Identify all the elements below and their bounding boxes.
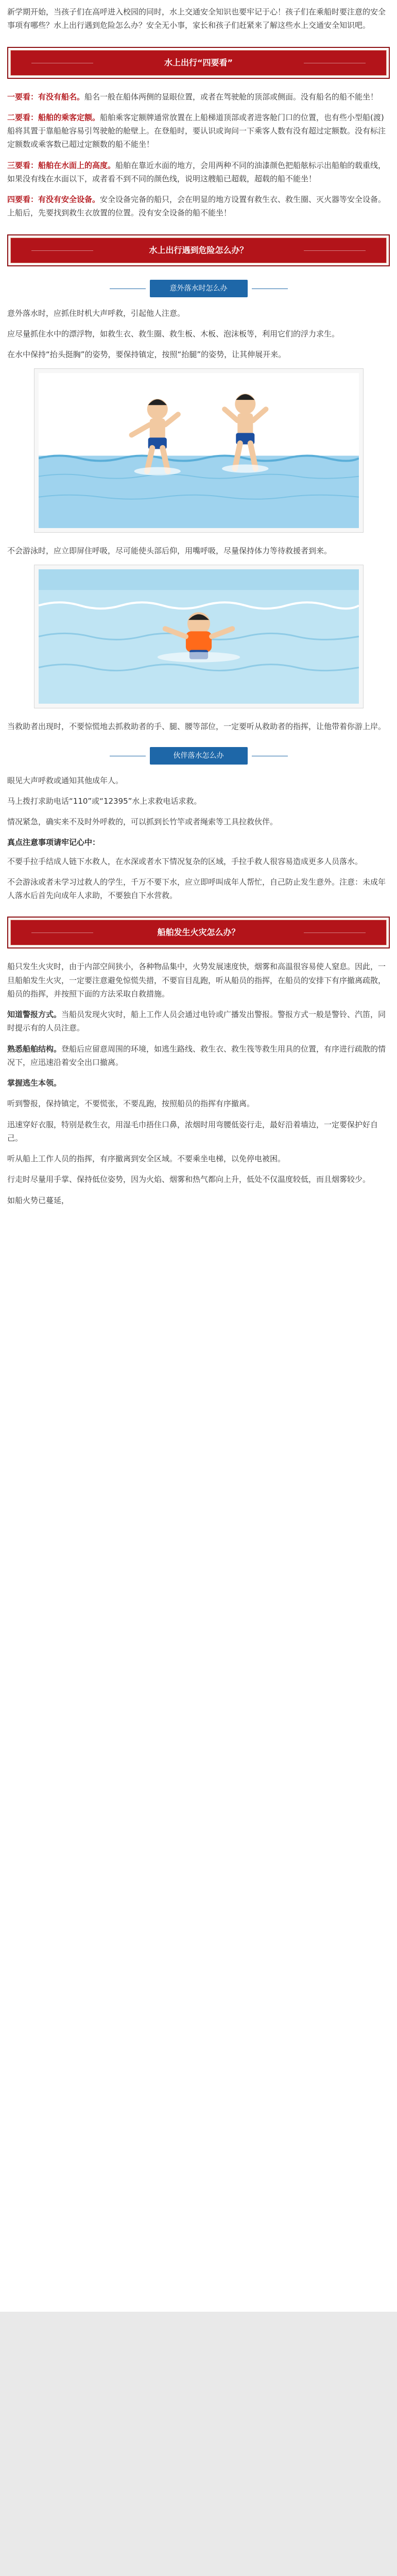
paragraph: 在水中保持“抬头挺胸”的姿势，要保持镇定，按照“抬腿”的姿势，让其伸展开来。 [7, 350, 286, 359]
blank-bottom-area [0, 2312, 397, 2576]
check-item-3 [7, 159, 390, 186]
banner-title: 水上出行遇到危险怎么办？ [10, 238, 387, 263]
fire-point-1 [7, 1008, 390, 1035]
check-item-text: 船名一般在船体两侧的显眼位置，或者在驾驶舱的顶部或侧面。没有船名的船不能坐！ [84, 92, 378, 101]
check-item-title: 四要看：有没有安全设备。 [7, 195, 100, 204]
check-item-4 [7, 193, 390, 220]
paragraph: 船只发生火灾时，由于内部空间狭小，各种物品集中，火势发展速度快，烟雾和高温很容易使人窒息。因此，一旦船舶发生火灾，一定要注意避免惊慌失措，不要盲目乱跑，听从船员的指挥，在船员的安排下有序撤离疏散，船员的指挥，并按照下面的方法采取自救措施。 [7, 962, 386, 998]
check-item-title: 二要看：船舶的乘客定额。 [7, 112, 100, 122]
paragraph: 马上拨打求助电话“110”或“12395”水上求救电话求救。 [7, 796, 202, 806]
check-item-title: 三要看：船舶在水面上的高度。 [7, 160, 116, 170]
paragraph: 当救助者出现时，不要惊慌地去抓救助者的手、腿、腰等部位，一定要听从救助者的指挥，让他带着你游上岸。 [7, 722, 386, 732]
paragraph: 行走时尽量用手掌、保持低位姿势，因为火焰、烟雾和热气都向上升，低处不仅温度较低，而且烟雾较少。 [7, 1175, 371, 1184]
subheading-friend-fall-in-water: 伙伴落水怎么办 [150, 747, 248, 765]
check-item-text: 船舶乘客定额牌通常放置在上船梯道顶部或者进客舱门口的位置，也有些小型船(渡)船将其置于靠船舱容易引驾驶舱的舱壁上。在登船时，要认识或询问一下乘客人数有没有超过定额数。没有标注定额数或乘客数已超过定额数的船不能坐！ [7, 112, 386, 149]
paragraph: 不要手拉手结成人链下水救人，在水深或者水下情况复杂的区域，手拉手救人很容易造成更多人员落水。 [7, 856, 363, 866]
fire-point-title: 熟悉船舶结构。 [7, 1044, 62, 1054]
intro-text: 新学期开始，当孩子们在高呼进入校园的同时，水上交通安全知识也要牢记于心！孩子们在乘船时要注意的安全事项有哪些？水上出行遇到危险怎么办？安全无小事，家长和孩子们赶紧来了解这些水上交通安全知识吧。 [7, 7, 386, 30]
fire-point-text: 登船后应留意周围的环境，如逃生路线、救生衣、救生筏等救生用具的位置，有序进行疏散的情况下，应迅速沿着安全出口撤离。 [7, 1044, 386, 1067]
illustration-float-in-water [34, 565, 364, 708]
illustration-jump-into-water [34, 368, 364, 533]
section-banner-danger [7, 234, 390, 266]
check-item-text: 安全设备完备的船只，会在明显的地方设置有救生衣、救生圈、灭火器等安全设备。上船后，先要找到救生衣放置的位置。没有安全设备的船不能坐！ [7, 195, 386, 218]
check-item-1 [7, 90, 390, 104]
section-banner-ship-fire [7, 917, 390, 948]
check-item-text: 船舶在靠近水面的地方，会用两种不同的油漆颜色把船舷标示出船舶的载重线，如果没有线在水面以下，或者看不到不同的颜色线，说明这艘船已超载，超载的船不能坐！ [7, 160, 386, 183]
article [0, 0, 397, 1207]
fire-point-3-text: 听到警报，保持镇定，不要慌张，不要乱跑，按照船员的指挥有序撤离。 [7, 1099, 255, 1109]
subheading-fall-in-water: 意外落水时怎么办 [150, 280, 248, 297]
paragraph: 眼见大声呼救或通知其他成年人。 [7, 775, 124, 785]
paragraph: 不会游泳或者未学习过救人的学生，千万不要下水，应立即呼叫成年人帮忙，自己防止发生意外。注意：未成年人落水后首先向成年人求助，不要独自下水营救。 [7, 877, 386, 901]
paragraph: 迅速穿好衣服，特别是救生衣，用湿毛巾捂住口鼻，浓烟时用弯腰低姿行走，最好沿着墙边，一定要保护好自己。 [7, 1120, 378, 1143]
section-banner-four-checks [7, 47, 390, 79]
warning-title: 真点注意事项请牢记心中： [7, 838, 100, 848]
paragraph: 意外落水时，应抓住时机大声呼救，引起他人注意。 [7, 308, 185, 318]
paragraph: 应尽量抓住水中的漂浮物，如救生衣、救生圈、救生板、木板、泡沫板等，利用它们的浮力求生。 [7, 329, 340, 338]
fire-point-3-title: 掌握逃生本领。 [7, 1078, 62, 1088]
fire-point-text: 当船员发现火灾时，船上工作人员会通过电铃或广播发出警报。警报方式一般是警铃、汽笛，同时提示有的人员注意。 [7, 1010, 386, 1033]
banner-title: 水上出行“四要看” [10, 50, 387, 76]
swimming-kids-image [39, 373, 359, 528]
floating-child-image [39, 569, 359, 704]
fire-point-2 [7, 1042, 390, 1070]
paragraph: 不会游泳时，应立即屏住呼吸，尽可能使头部后仰，用嘴呼吸，尽量保持体力等待救援者到来。 [7, 546, 332, 556]
fire-point-title: 知道警报方式。 [7, 1010, 62, 1020]
check-item-title: 一要看：有没有船名。 [7, 92, 85, 101]
paragraph: 情况紧急，确实来不及时外呼救的，可以抓到长竹竿或者绳索等工具拉救伙伴。 [7, 817, 278, 827]
paragraph: 听从船上工作人员的指挥，有序撤离到安全区域。不要乘坐电梯，以免停电被困。 [7, 1154, 286, 1164]
check-item-2 [7, 111, 390, 151]
banner-title: 船舶发生火灾怎么办？ [10, 920, 387, 945]
paragraph-truncated: 如船火势已蔓延， [7, 1195, 70, 1205]
